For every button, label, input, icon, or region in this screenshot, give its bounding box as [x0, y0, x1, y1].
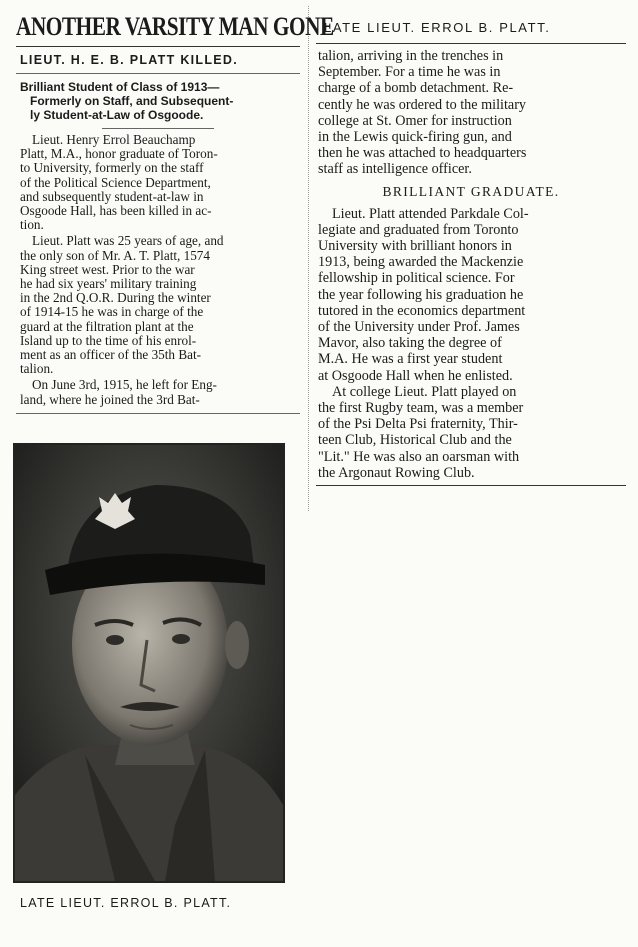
- ear: [225, 621, 249, 669]
- text-line: September. For a time he was in: [318, 64, 501, 81]
- deck: [20, 80, 294, 122]
- text-line: fellowship in political science. For: [318, 270, 515, 287]
- text-line: of the University under Prof. James: [318, 319, 520, 336]
- column-title-rule: [316, 43, 626, 44]
- article-body-left: [20, 133, 298, 407]
- text-line: in the 2nd Q.O.R. During the winter: [20, 291, 211, 306]
- text-line: "Lit." He was also an oarsman with: [318, 448, 520, 465]
- text-line: the year following his graduation he: [318, 286, 524, 303]
- text-line: Lieut. Platt attended Parkdale Col-: [332, 205, 529, 222]
- paragraph: [20, 378, 298, 406]
- text-line: Lieut. Platt was 25 years of age, and: [32, 234, 224, 249]
- photo-caption: LATE LIEUT. ERROL B. PLATT.: [20, 896, 232, 910]
- text-line: talion, arriving in the trenches in: [318, 48, 504, 64]
- text-line: and subsequently student-at-law in: [20, 189, 204, 204]
- subhead-rule: [16, 73, 300, 74]
- text-line: Platt, M.A., honor graduate of Toron-: [20, 147, 218, 162]
- text-line: college at St. Omer for instruction: [318, 112, 512, 129]
- text-line: land, where he joined the 3rd Bat-: [20, 392, 200, 407]
- deck-rule: [102, 128, 214, 129]
- article-body-right: [318, 206, 624, 481]
- text-line: the only son of Mr. A. T. Platt, 1574: [20, 248, 210, 263]
- text-line: cently he was ordered to the military: [318, 96, 527, 113]
- text-line: tutored in the economics department: [318, 302, 526, 319]
- eye-right: [172, 634, 190, 644]
- text-line: the first Rugby team, was a member: [318, 400, 524, 417]
- column-title: LATE LIEUT. ERROL B. PLATT.: [324, 20, 551, 35]
- text-line: of 1914-15 he was in charge of the: [20, 305, 204, 320]
- column-end-rule: [316, 485, 626, 486]
- text-line: tion.: [20, 218, 44, 233]
- text-line: of the Political Science Department,: [20, 175, 211, 190]
- paragraph: [20, 133, 298, 232]
- paragraph: [318, 206, 624, 384]
- text-line: At college Lieut. Platt played on: [332, 383, 517, 400]
- text-line: of the Psi Delta Psi fraternity, Thir-: [318, 416, 518, 433]
- crosshead: BRILLIANT GRADUATE.: [382, 183, 560, 199]
- text-line: Mavor, also taking the degree of: [318, 335, 502, 352]
- article-continuation: [318, 48, 624, 178]
- portrait-photo: [13, 443, 285, 883]
- text-line: University with brilliant honors in: [318, 238, 512, 255]
- right-column: [312, 6, 630, 511]
- text-line: legiate and graduated from Toronto: [318, 221, 519, 238]
- text-line: the Argonaut Rowing Club.: [318, 464, 475, 481]
- text-line: to University, formerly on the staff: [20, 161, 204, 176]
- paragraph: [318, 384, 624, 481]
- paragraph: [20, 234, 298, 376]
- deck-line: Brilliant Student of Class of 1913—: [20, 80, 220, 94]
- text-line: ment as an officer of the 35th Bat-: [20, 348, 202, 363]
- eye-left: [106, 635, 124, 645]
- text-line: charge of a bomb detachment. Re-: [318, 80, 514, 97]
- text-line: talion.: [20, 362, 54, 377]
- text-line: he had six years' military training: [20, 277, 197, 292]
- uniform-shoulders: [15, 745, 283, 881]
- text-line: King street west. Prior to the war: [20, 262, 195, 277]
- text-line: then he was attached to headquarters: [318, 145, 527, 162]
- text-line: On June 3rd, 1915, he left for Eng-: [32, 378, 217, 393]
- text-line: Osgoode Hall, has been killed in ac-: [20, 204, 212, 219]
- headline: ANOTHER VARSITY MAN GONE: [16, 12, 334, 41]
- text-line: 1913, being awarded the Mackenzie: [318, 254, 524, 271]
- text-line: guard at the filtration plant at the: [20, 319, 194, 334]
- article-bottom-rule: [16, 413, 300, 414]
- deck-line: Formerly on Staff, and Subsequent-: [30, 94, 234, 108]
- portrait-illustration: [15, 445, 283, 881]
- text-line: teen Club, Historical Club and the: [318, 432, 512, 449]
- text-line: staff as intelligence officer.: [318, 161, 472, 178]
- deck-line: ly Student-at-Law of Osgoode.: [30, 108, 204, 122]
- column-divider: [308, 6, 309, 511]
- text-line: M.A. He was a first year student: [318, 351, 503, 368]
- subhead: LIEUT. H. E. B. PLATT KILLED.: [20, 53, 239, 67]
- text-line: Lieut. Henry Errol Beauchamp: [32, 133, 196, 147]
- text-line: Island up to the time of his enrol-: [20, 333, 197, 348]
- text-line: at Osgoode Hall when he enlisted.: [318, 367, 513, 384]
- text-line: in the Lewis quick-firing gun, and: [318, 129, 512, 146]
- headline-rule: [16, 46, 300, 47]
